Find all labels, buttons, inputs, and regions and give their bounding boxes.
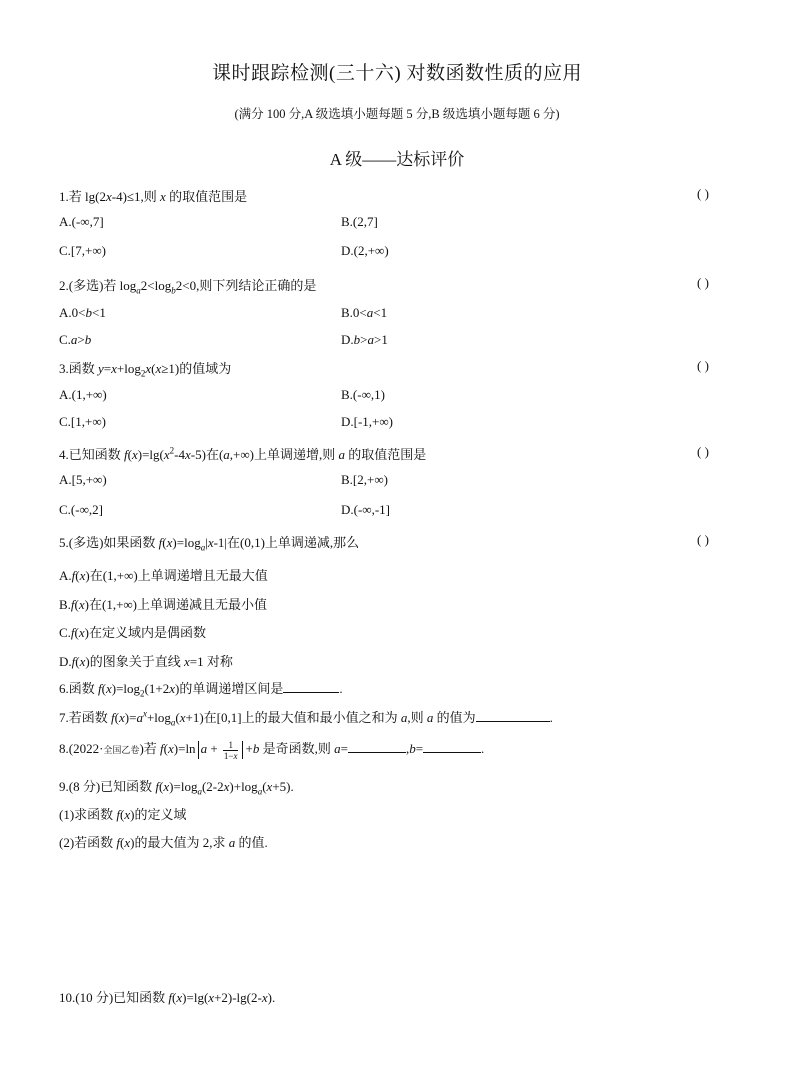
- abs-bar-left: [198, 741, 199, 759]
- answer-paren-4: ( ): [697, 444, 709, 459]
- q3-option-c: C.[1,+∞): [59, 414, 106, 429]
- q3-option-a: A.(1,+∞): [59, 387, 107, 402]
- q2-option-b: B.0<a<1: [341, 305, 388, 320]
- question-1: 1.若 lg(2x-4)≤1,则 x 的取值范围是: [59, 189, 248, 204]
- question-9-part-1: (1)求函数 f(x)的定义域: [59, 807, 187, 822]
- score-note: (满分 100 分,A 级选填小题每题 5 分,B 级选填小题每题 6 分): [234, 107, 560, 121]
- q2-option-a: A.0<b<1: [59, 305, 106, 320]
- answer-blank[interactable]: [348, 741, 406, 753]
- answer-paren-2: ( ): [697, 275, 709, 290]
- q1-option-d: D.(2,+∞): [341, 243, 389, 258]
- question-10: 10.(10 分)已知函数 f(x)=lg(x+2)-lg(2-x).: [59, 990, 276, 1005]
- question-7: 7.若函数 $f(x)=a^x+\log_a(x+1)$在[0,1]上的最大值和最小值之和为 a,则 a 的值为 .: [59, 708, 553, 728]
- q3-option-d: D.[-1,+∞): [341, 414, 393, 429]
- answer-blank[interactable]: [423, 741, 481, 753]
- section-heading-a: A 级——达标评价: [329, 150, 465, 169]
- answer-paren-3: ( ): [697, 358, 709, 373]
- fraction: $\frac{1}{1-x}$: [223, 739, 238, 761]
- q2-option-c: C.a>b: [59, 332, 92, 347]
- page-title: 课时跟踪检测(三十六) 对数函数性质的应用: [212, 63, 582, 84]
- q3-option-b: B.(-∞,1): [341, 387, 385, 402]
- q4-option-b: B.[2,+∞): [341, 472, 388, 487]
- question-4: 4.已知函数 $f(x)=\lg(x^2-4x-5)$在(a,+∞)上单调递增,则 a 的取值范围是: [59, 445, 427, 462]
- answer-paren-5: ( ): [697, 532, 709, 547]
- question-5: 5.(多选)如果函数 $f(x)=\log_a|x-1|$在(0,1)上单调递减,那么: [59, 535, 360, 553]
- question-8: 8.(2022·全国乙卷)若 f(x)=ln a + $\frac{1}{1-x}$ +b 是奇函数,则 a= ,b= .: [59, 739, 485, 761]
- question-6: 6.函数 $f(x)=\log_2(1+2x)$的单调递增区间是 .: [59, 681, 343, 699]
- answer-paren-1: ( ): [697, 186, 709, 201]
- question-2: 2.(多选)若 $\log_a2<\log_b2<0$,则下列结论正确的是: [59, 278, 317, 296]
- q5-option-d: D.f(x)的图象关于直线 x=1 对称: [59, 654, 233, 669]
- q5-option-c: C.f(x)在定义域内是偶函数: [59, 625, 207, 640]
- q5-option-a: A.f(x)在(1,+∞)上单调递增且无最大值: [59, 568, 268, 583]
- q4-option-d: D.(-∞,-1]: [341, 502, 390, 517]
- question-9: 9.(8 分)已知函数 $f(x)=\log_a(2-2x)+\log_a(x+5)$.: [59, 779, 294, 797]
- answer-blank[interactable]: [283, 681, 339, 693]
- q2-option-d: D.b>a>1: [341, 332, 388, 347]
- question-9-part-2: (2)若函数 f(x)的最大值为 2,求 a 的值.: [59, 835, 268, 850]
- q4-option-a: A.[5,+∞): [59, 472, 107, 487]
- abs-bar-right: [242, 741, 243, 759]
- q1-option-c: C.[7,+∞): [59, 243, 106, 258]
- answer-blank[interactable]: [476, 710, 550, 722]
- q1-option-a: A.(-∞,7]: [59, 214, 104, 229]
- question-3: 3.函数 $y=x+\log_2x(x\ge 1)$的值域为: [59, 361, 232, 379]
- q1-option-b: B.(2,7]: [341, 214, 378, 229]
- q4-option-c: C.(-∞,2]: [59, 502, 103, 517]
- q5-option-b: B.f(x)在(1,+∞)上单调递减且无最小值: [59, 597, 268, 612]
- source-label: 全国乙卷: [103, 746, 140, 756]
